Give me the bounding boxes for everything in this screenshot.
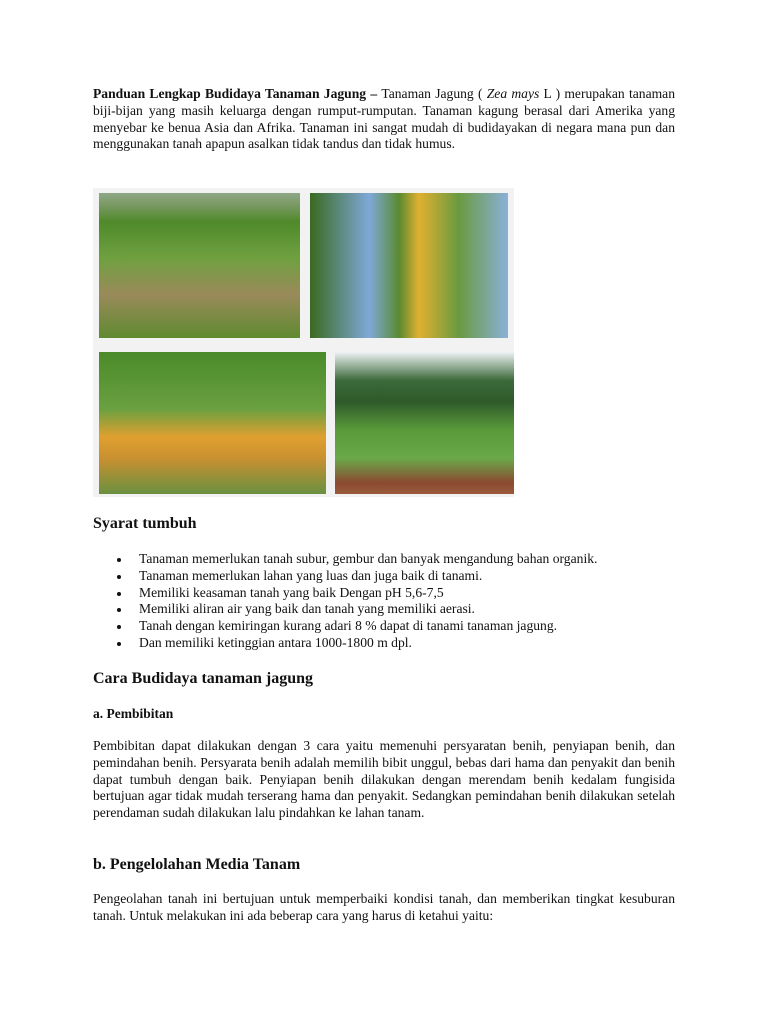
corn-harvest-image (99, 352, 326, 494)
scientific-name: Zea mays (486, 86, 540, 101)
corn-field-image (99, 193, 300, 338)
intro-paragraph (93, 86, 675, 153)
intro-title: Panduan Lengkap Budidaya Tanaman Jagung (93, 86, 367, 101)
corn-cob-image (310, 193, 508, 338)
corn-image-collage (93, 188, 514, 497)
pembibitan-heading: a. Pembibitan (93, 706, 174, 721)
cara-heading: Cara Budidaya tanaman jagung (93, 670, 314, 687)
media-heading: b. Pengelolahan Media Tanam (93, 856, 301, 873)
media-paragraph: Pengeolahan tanah ini bertujuan untuk memperbaiki kondisi tanah, dan memberikan tingkat kesuburan tanah. Untuk melakukan ini ada beberap cara yang harus di ketahui yaitu: (93, 891, 675, 923)
list-item: Tanaman memerlukan lahan yang luas dan juga baik di tanami. (93, 568, 597, 585)
intro-text: Tanaman Jagung ( (381, 86, 487, 101)
syarat-heading: Syarat tumbuh (93, 515, 197, 532)
syarat-list (93, 551, 597, 652)
corn-plantation-image (335, 352, 514, 494)
list-item: Tanaman memerlukan tanah subur, gembur dan banyak mengandung bahan organik. (93, 551, 597, 568)
list-item: Memiliki keasaman tanah yang baik Dengan pH 5,6-7,5 (93, 585, 597, 602)
pembibitan-paragraph: Pembibitan dapat dilakukan dengan 3 cara yaitu memenuhi persyaratan benih, penyiapan benih, dan pemindahan benih. Persyarata benih adalah memilih bibit unggul, bebas dari hama dan penyakit dan benih dapat tumbuh dengan baik. Penyiapan benih dilakukan dengan merendam benih kedalam fungisida bertujuan agar tidak mudah terserang hama dan penyakit. Sedangkan pemindahan benih dilakukan setelah perendaman sudah dilakukan lalu pindahkan ke lahan tanam. (93, 738, 675, 821)
list-item: Memiliki aliran air yang baik dan tanah yang memiliki aerasi. (93, 601, 597, 618)
list-item: Tanah dengan kemiringan kurang adari 8 % dapat di tanami tanaman jagung. (93, 618, 597, 635)
intro-text: L ) merupakan tanaman biji-bijan yang masih keluarga dengan rumput-rumputan. Tanaman kagung berasal dari Amerika yang menyebar ke benua Asia dan Afrika. Tanaman ini sangat mudah di budidayakan di negara mana pun dan menggunakan tanah apapun asalkan tidak tandus dan tidak humus. (93, 86, 676, 152)
list-item: Dan memiliki ketinggian antara 1000-1800 m dpl. (93, 635, 597, 652)
dash: – (366, 86, 382, 101)
